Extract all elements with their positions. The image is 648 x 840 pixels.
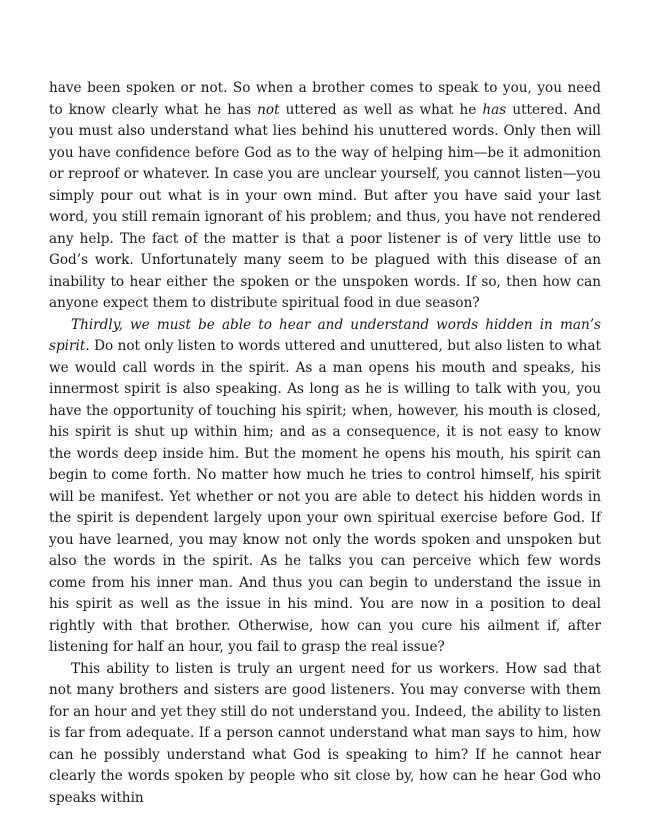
text-segment: uttered. And you must also understand what lies behind his unuttered words. Only then will you have confidence before God as to the way of helping him—be it admonition or reproof or whatever. In case you are unclear yourself, you cannot listen—you simply pour out what is in your own mind. But after you have said your last word, you still remain ignorant of his problem; and thus, you have not rendered any help. The fact of the matter is that a poor listener is of very little use to God’s work. Unfortunately many seem to be plagued with this disease of an inability to hear either the spoken or the unspoken words. If so, then how can anyone expect them to distribute spiritual food in due season? xyxy=(49,101,601,311)
emphasis-not: not xyxy=(257,101,280,118)
text-segment: Do not only listen to words uttered and unuttered, but also listen to what we would call words in the spirit. As a man opens his mouth and speaks, his innermost spirit is also speaking. As long as he is willing to talk with you, you have the opportunity of touching his spirit; when, however, his mouth is closed, his spirit is shut up within him; and as a consequence, it is not easy to know the words deep inside him. But the moment he opens his mouth, his spirit can begin to come forth. No matter how much he tries to control himself, his spirit will be manifest. Yet whether or not you are able to detect his hidden words in the spirit is dependent largely upon your own spiritual exercise before God. If you have learned, you may know not only the words spoken and unspoken but also the words in the spirit. As he talks you can perceive which few words come from his inner man. And thus you can begin to understand the issue in his spirit as well as the issue in his mind. You are now in a position to deal rightly with that brother. Otherwise, how can you cure his ailment if, after listening for half an hour, you fail to grasp the real issue? xyxy=(49,338,601,655)
text-segment: uttered as well as what he xyxy=(279,101,483,118)
point-heading-thirdly: Thirdly, we must be able to hear and understand words hidden in man’s spirit. xyxy=(49,316,601,354)
paragraph-2 xyxy=(49,315,601,659)
text-segment: have been spoken or not. So when a brother comes to speak to you, you need to know clearly what he has xyxy=(49,80,601,118)
paragraph-1 xyxy=(49,78,601,315)
paragraph-3 xyxy=(49,659,601,810)
text-segment: This ability to listen is truly an urgent need for us workers. How sad that not many brothers and sisters are good listeners. You may converse with them for an hour and yet they still do not understand you. Indeed, the ability to listen is far from adequate. If a person cannot understand what man says to him, how can he possibly understand what God is speaking to him? If he cannot hear clearly the words spoken by people who sit close by, how can he hear God who speaks within xyxy=(49,660,601,806)
document-page xyxy=(49,78,601,809)
emphasis-has: has xyxy=(482,101,507,118)
